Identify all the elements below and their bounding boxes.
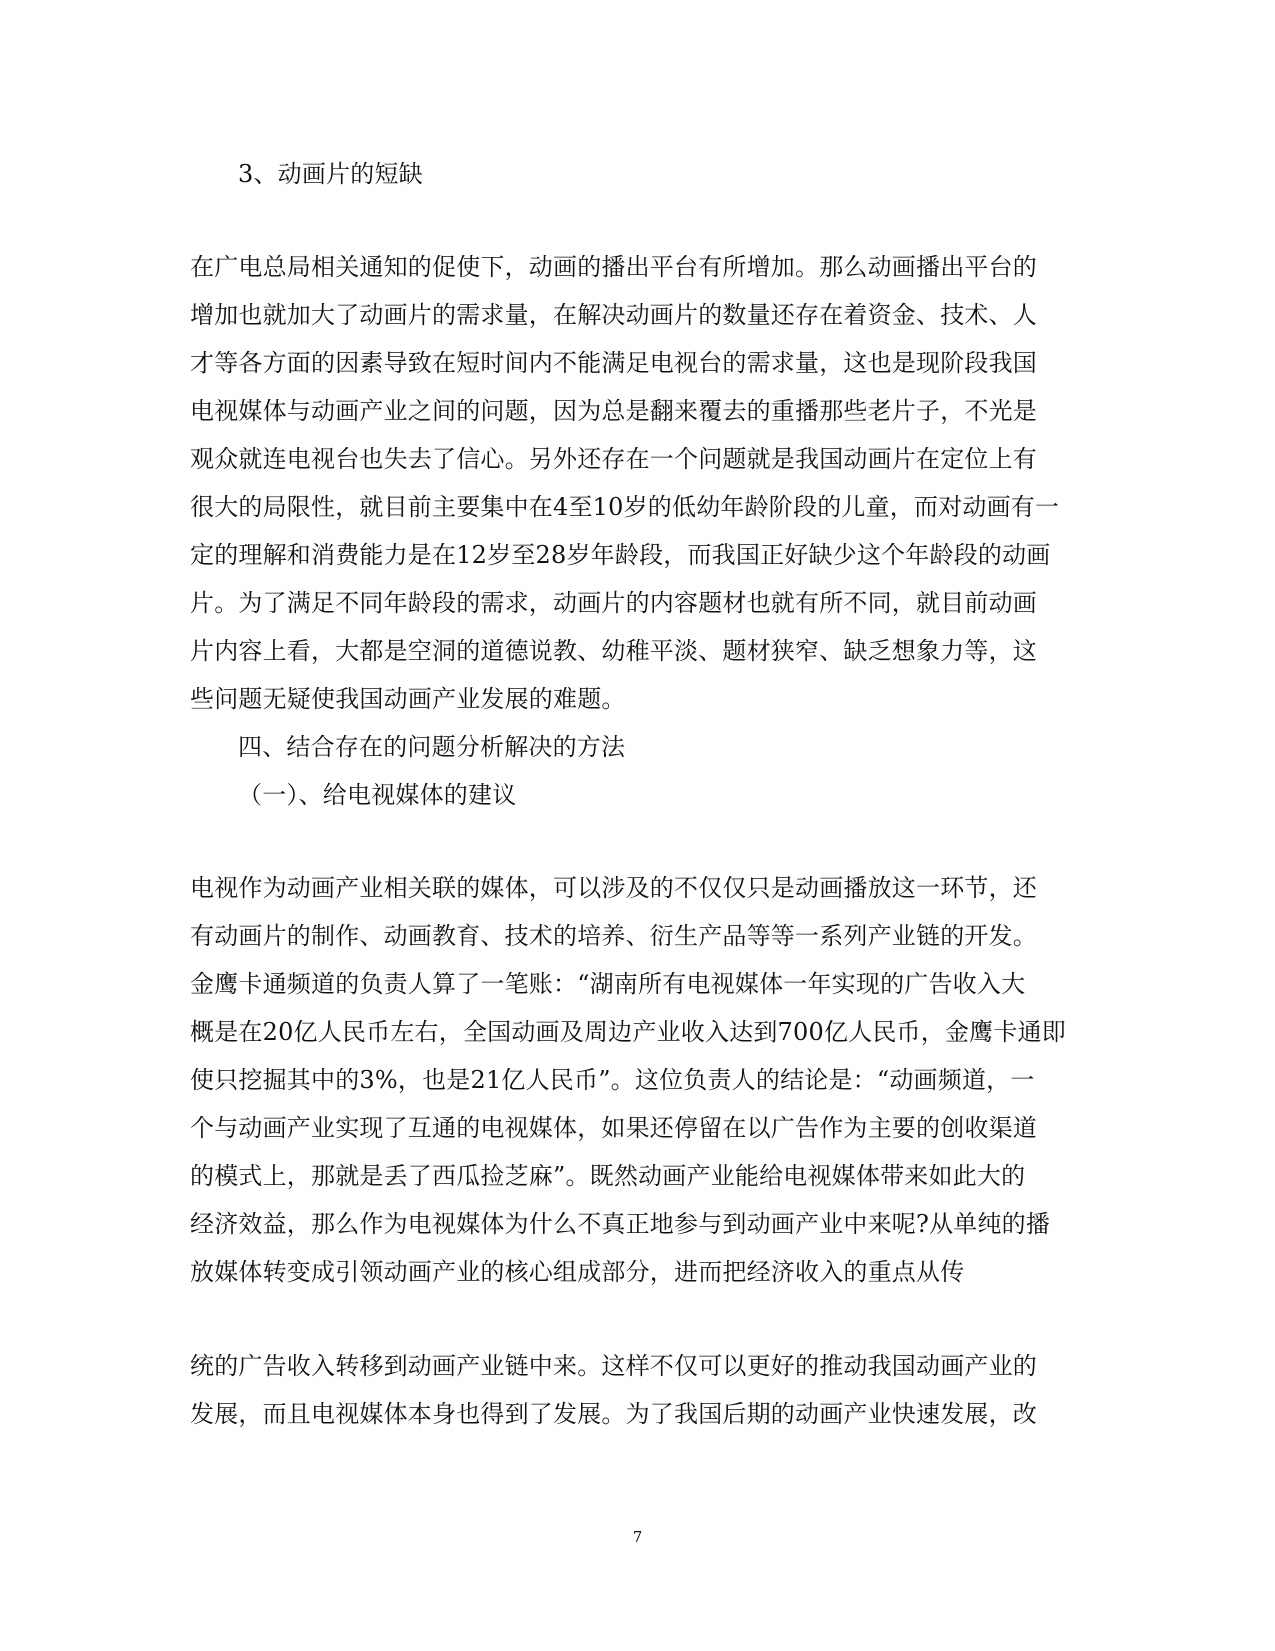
- section-heading-4: 四、结合存在的问题分析解决的方法: [238, 733, 626, 761]
- paragraph-line: 观众就连电视台也失去了信心。另外还存在一个问题就是我国动画片在定位上有: [190, 445, 1037, 473]
- paragraph-line: 个与动画产业实现了互通的电视媒体，如果还停留在以广告作为主要的创收渠道: [190, 1114, 1037, 1142]
- paragraph-line: 放媒体转变成引领动画产业的核心组成部分，进而把经济收入的重点从传: [190, 1258, 965, 1286]
- paragraph-line: 些问题无疑使我国动画产业发展的难题。: [190, 685, 626, 713]
- paragraph-line: 的模式上，那就是丢了西瓜捡芝麻”。既然动画产业能给电视媒体带来如此大的: [190, 1162, 1026, 1190]
- paragraph-line: 电视媒体与动画产业之间的问题，因为总是翻来覆去的重播那些老片子，不光是: [190, 397, 1037, 425]
- paragraph-line: 增加也就加大了动画片的需求量，在解决动画片的数量还存在着资金、技术、人: [190, 301, 1037, 329]
- paragraph-line: 统的广告收入转移到动画产业链中来。这样不仅可以更好的推动我国动画产业的: [190, 1352, 1037, 1380]
- paragraph-line: 片内容上看，大都是空洞的道德说教、幼稚平淡、题材狭窄、缺乏想象力等，这: [190, 637, 1037, 665]
- paragraph-line: 定的理解和消费能力是在12岁至28岁年龄段，而我国正好缺少这个年龄段的动画: [190, 541, 1051, 569]
- paragraph-line: 金鹰卡通频道的负责人算了一笔账：“湖南所有电视媒体一年实现的广告收入大: [190, 970, 1026, 998]
- page-number: 7: [632, 1528, 643, 1546]
- paragraph-line: 有动画片的制作、动画教育、技术的培养、衍生产品等等一系列产业链的开发。: [190, 922, 1037, 950]
- paragraph-line: 经济效益，那么作为电视媒体为什么不真正地参与到动画产业中来呢?从单纯的播: [190, 1210, 1051, 1238]
- paragraph-line: 在广电总局相关通知的促使下，动画的播出平台有所增加。那么动画播出平台的: [190, 253, 1037, 281]
- subsection-heading-4-1: （一）、给电视媒体的建议: [238, 781, 517, 809]
- paragraph-line: 片。为了满足不同年龄段的需求，动画片的内容题材也就有所不同，就目前动画: [190, 589, 1037, 617]
- paragraph-line: 才等各方面的因素导致在短时间内不能满足电视台的需求量，这也是现阶段我国: [190, 349, 1037, 377]
- section-heading-3: 3、动画片的短缺: [238, 160, 423, 188]
- paragraph-line: 概是在20亿人民币左右，全国动画及周边产业收入达到700亿人民币，金鹰卡通即: [190, 1018, 1066, 1046]
- paragraph-line: 发展，而且电视媒体本身也得到了发展。为了我国后期的动画产业快速发展，改: [190, 1400, 1037, 1428]
- paragraph-line: 电视作为动画产业相关联的媒体，可以涉及的不仅仅只是动画播放这一环节，还: [190, 874, 1037, 902]
- paragraph-line: 很大的局限性，就目前主要集中在4至10岁的低幼年龄阶段的儿童，而对动画有一: [190, 493, 1060, 521]
- paragraph-line: 使只挖掘其中的3%，也是21亿人民币”。这位负责人的结论是：“动画频道，一: [190, 1066, 1035, 1094]
